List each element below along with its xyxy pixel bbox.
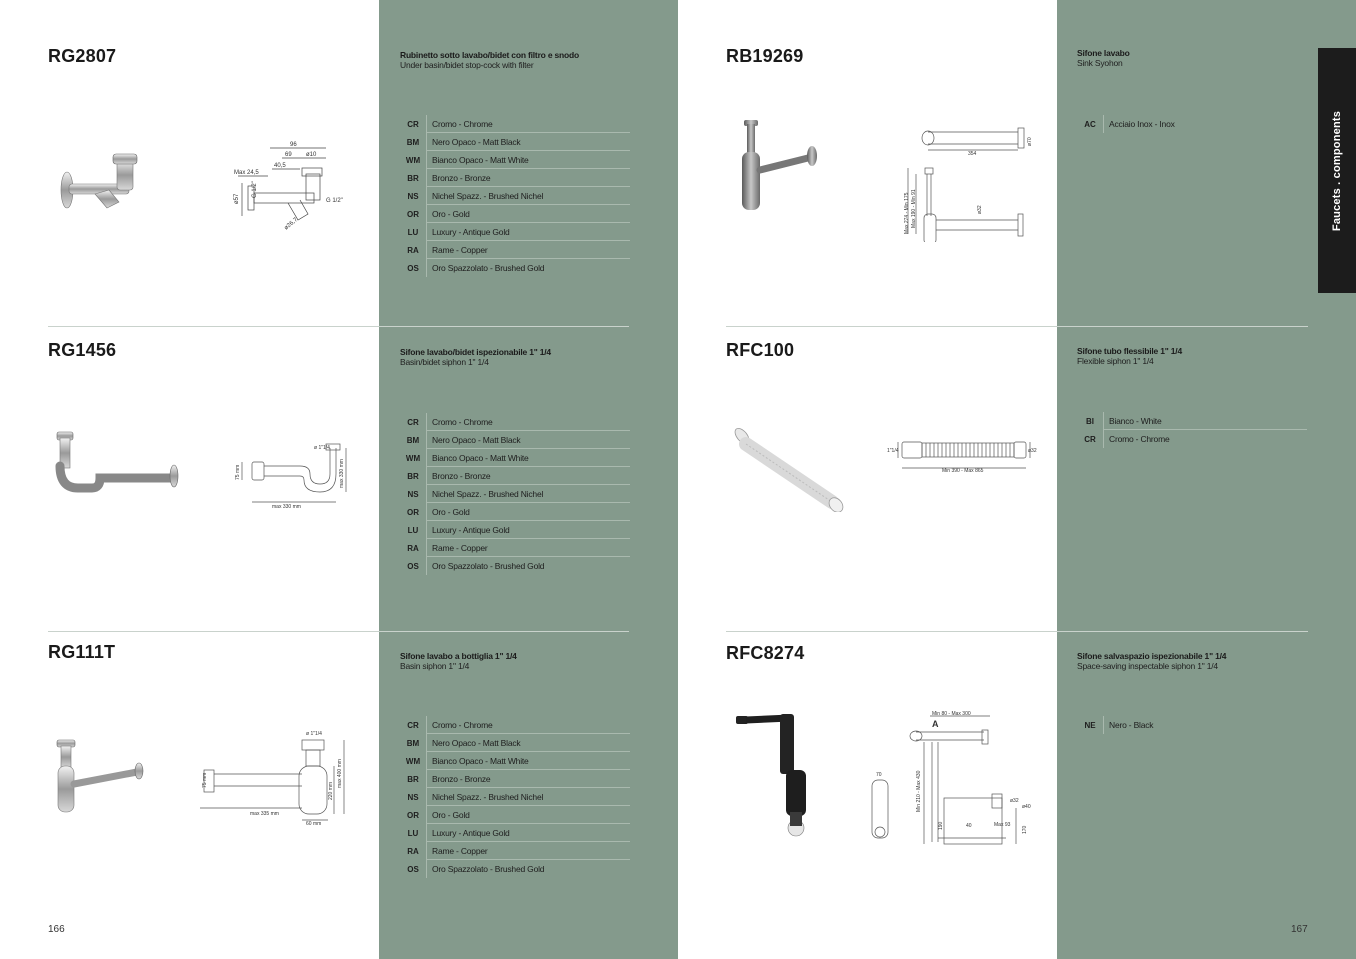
page-number-left: 166 — [48, 924, 65, 935]
product-description — [1077, 48, 1317, 68]
drawing-label: ø70 — [1027, 137, 1033, 146]
page-number-right: 167 — [1291, 924, 1308, 935]
technical-drawing — [866, 706, 1036, 852]
finish-row — [400, 503, 630, 521]
row-divider — [48, 326, 629, 327]
finish-code: WM — [405, 756, 421, 766]
finish-row — [400, 824, 630, 842]
technical-drawing — [230, 440, 350, 512]
product-photo-stop-valve — [55, 150, 155, 210]
drawing-label: Min 210 - Max 430 — [916, 770, 922, 812]
finish-name: Nero Opaco - Matt Black — [432, 738, 521, 748]
drawing-label: 40 — [966, 823, 972, 829]
drawing-label: max 335 mm — [250, 811, 279, 817]
description-english: Flexible siphon 1" 1/4 — [1077, 356, 1154, 366]
finish-name: Nichel Spazz. - Brushed Nichel — [432, 489, 544, 499]
finish-code: NS — [407, 489, 419, 499]
product-code: RG2807 — [48, 46, 117, 66]
drawing-label: G 1/2" — [252, 181, 258, 198]
product-code: RB19269 — [726, 46, 804, 66]
product-description — [1077, 346, 1317, 366]
finish-name: Cromo - Chrome — [432, 417, 493, 427]
drawing-label: Max 93 — [994, 822, 1011, 828]
finish-list — [1077, 716, 1307, 734]
drawing-label: ø 1"1/4 — [314, 445, 330, 451]
finish-name: Oro - Gold — [432, 507, 470, 517]
finish-code: OR — [407, 507, 419, 517]
drawing-label: 1"1/4 — [887, 448, 899, 454]
drawing-label: Max 24,5 — [234, 170, 259, 176]
finish-list — [1077, 412, 1307, 448]
finish-code: OR — [407, 810, 419, 820]
finish-row — [400, 734, 630, 752]
drawing-label: 75 mm — [202, 772, 208, 788]
finish-name: Luxury - Antique Gold — [432, 525, 510, 535]
finish-name: Bianco Opaco - Matt White — [432, 155, 529, 165]
finish-code: BR — [407, 173, 419, 183]
finish-name: Luxury - Antique Gold — [432, 828, 510, 838]
finish-row — [400, 860, 630, 878]
drawing-label: 96 — [290, 142, 297, 148]
finish-name: Cromo - Chrome — [1109, 434, 1170, 444]
drawing-label: ø32 — [977, 205, 983, 214]
finish-row — [400, 752, 630, 770]
finish-code: RA — [407, 543, 419, 553]
product-photo-bottle-trap — [55, 738, 147, 816]
finish-row — [400, 151, 630, 169]
finish-code: CR — [407, 417, 419, 427]
drawing-label: Min 390 - Max 865 — [942, 468, 984, 474]
finish-row — [400, 467, 630, 485]
finish-name: Oro Spazzolato - Brushed Gold — [432, 263, 545, 273]
description-english: Under basin/bidet stop-cock with filter — [400, 60, 534, 70]
finish-code: BM — [406, 137, 420, 147]
drawing-label: 170 — [1022, 825, 1028, 834]
finish-name: Oro - Gold — [432, 810, 470, 820]
finish-row — [400, 115, 630, 133]
finish-list — [400, 716, 630, 878]
product-description — [400, 50, 640, 70]
finish-row — [400, 521, 630, 539]
technical-drawing — [884, 434, 1040, 474]
product-code: RG111T — [48, 642, 116, 662]
description-italian: Rubinetto sotto lavabo/bidet con filtro e snodo — [400, 50, 580, 60]
finish-name: Bianco Opaco - Matt White — [432, 756, 529, 766]
finish-code: WM — [405, 155, 421, 165]
finish-row — [400, 223, 630, 241]
section-side-tab-label: Faucets . components — [1331, 110, 1343, 231]
drawing-label: ø 1"1/4 — [306, 731, 322, 737]
description-english: Space-saving inspectable siphon 1" 1/4 — [1077, 661, 1218, 671]
product-description — [1077, 651, 1317, 671]
finish-code: BI — [1086, 416, 1094, 426]
technical-drawing — [898, 124, 1038, 242]
drawing-label: 75 mm — [235, 464, 241, 480]
drawing-label: ø57 — [234, 193, 240, 204]
finish-name: Rame - Copper — [432, 846, 488, 856]
finish-row — [400, 413, 630, 431]
drawing-label: 354 — [968, 151, 977, 157]
product-photo-p-trap — [52, 430, 182, 495]
drawing-label: max 400 mm — [337, 759, 343, 788]
drawing-label: ø10 — [306, 152, 317, 158]
finish-code: LU — [407, 227, 419, 237]
finish-name: Nichel Spazz. - Brushed Nichel — [432, 792, 544, 802]
technical-drawing — [228, 138, 356, 236]
finish-name: Cromo - Chrome — [432, 119, 493, 129]
finish-row — [400, 770, 630, 788]
row-divider — [726, 326, 1308, 327]
finish-code: WM — [405, 453, 421, 463]
finish-code: LU — [407, 828, 419, 838]
description-italian: Sifone tubo flessibile 1" 1/4 — [1077, 346, 1182, 356]
finish-name: Bronzo - Bronze — [432, 774, 491, 784]
right-spec-panel — [1057, 0, 1356, 959]
finish-name: Luxury - Antique Gold — [432, 227, 510, 237]
finish-row — [1077, 430, 1307, 448]
finish-list — [1077, 115, 1307, 133]
finish-code: BM — [406, 435, 420, 445]
finish-name: Rame - Copper — [432, 543, 488, 553]
finish-code: NS — [407, 191, 419, 201]
finish-row — [400, 788, 630, 806]
description-english: Basin siphon 1" 1/4 — [400, 661, 470, 671]
finish-name: Nichel Spazz. - Brushed Nichel — [432, 191, 544, 201]
finish-code: CR — [1084, 434, 1096, 444]
drawing-label: ø32 — [1028, 448, 1037, 454]
product-description — [400, 347, 640, 367]
finish-name: Oro - Gold — [432, 209, 470, 219]
drawing-label: ø40 — [1022, 804, 1031, 810]
product-photo-flexible-siphon — [732, 426, 848, 512]
finish-code: BR — [407, 471, 419, 481]
finish-name: Bronzo - Bronze — [432, 173, 491, 183]
product-code: RFC8274 — [726, 643, 805, 663]
finish-name: Nero - Black — [1109, 720, 1154, 730]
row-divider — [48, 631, 629, 632]
finish-row — [400, 716, 630, 734]
finish-name: Bronzo - Bronze — [432, 471, 491, 481]
description-english: Basin/bidet siphon 1" 1/4 — [400, 357, 489, 367]
finish-row — [400, 539, 630, 557]
finish-code: RA — [407, 245, 419, 255]
finish-row — [400, 449, 630, 467]
drawing-label: 220 mm — [328, 781, 334, 800]
finish-row — [400, 557, 630, 575]
finish-code: CR — [407, 119, 419, 129]
finish-row — [400, 205, 630, 223]
finish-row — [400, 187, 630, 205]
product-photo-space-saving-siphon — [734, 710, 814, 840]
drawing-label: ø26,7 — [283, 217, 300, 232]
finish-name: Cromo - Chrome — [432, 720, 493, 730]
description-italian: Sifone salvaspazio ispezionabile 1" 1/4 — [1077, 651, 1227, 661]
drawing-label: A — [932, 719, 939, 729]
finish-code: RA — [407, 846, 419, 856]
finish-code: AC — [1084, 119, 1096, 129]
finish-code: BR — [407, 774, 419, 784]
finish-row — [400, 241, 630, 259]
drawing-label: G 1/2" — [326, 198, 343, 204]
finish-row — [400, 169, 630, 187]
drawing-label: 69 — [285, 152, 292, 158]
finish-code: OS — [407, 263, 419, 273]
finish-code: NS — [407, 792, 419, 802]
finish-code: BM — [406, 738, 420, 748]
finish-row — [400, 806, 630, 824]
description-italian: Sifone lavabo — [1077, 48, 1130, 58]
finish-row — [1077, 115, 1307, 133]
product-code: RG1456 — [48, 340, 117, 360]
finish-code: LU — [407, 525, 419, 535]
drawing-label: 60 mm — [306, 821, 322, 827]
drawing-label: max 330 mm — [339, 459, 345, 488]
drawing-label: ø32 — [1010, 798, 1019, 804]
finish-code: CR — [407, 720, 419, 730]
product-photo-sink-siphon — [738, 118, 824, 214]
row-divider — [726, 631, 1308, 632]
finish-name: Acciaio Inox - Inox — [1109, 119, 1175, 129]
technical-drawing — [198, 726, 353, 828]
drawing-label: 70 — [876, 772, 882, 778]
finish-code: OS — [407, 864, 419, 874]
drawing-label: max 330 mm — [272, 504, 301, 510]
finish-code: NE — [1084, 720, 1096, 730]
finish-list — [400, 413, 630, 575]
finish-name: Bianco Opaco - Matt White — [432, 453, 529, 463]
drawing-label: Max 190 - Min 91 — [911, 189, 917, 228]
finish-row — [400, 485, 630, 503]
finish-code: OS — [407, 561, 419, 571]
finish-row — [400, 842, 630, 860]
finish-name: Oro Spazzolato - Brushed Gold — [432, 561, 545, 571]
finish-name: Oro Spazzolato - Brushed Gold — [432, 864, 545, 874]
drawing-label: 190 — [938, 821, 944, 830]
description-english: Sink Syohon — [1077, 58, 1123, 68]
description-italian: Sifone lavabo a bottiglia 1" 1/4 — [400, 651, 517, 661]
description-italian: Sifone lavabo/bidet ispezionabile 1" 1/4 — [400, 347, 551, 357]
product-code: RFC100 — [726, 340, 795, 360]
finish-row — [400, 431, 630, 449]
finish-row — [400, 259, 630, 277]
finish-name: Bianco - White — [1109, 416, 1162, 426]
drawing-label: Min 80 - Max 300 — [932, 711, 971, 717]
finish-name: Rame - Copper — [432, 245, 488, 255]
section-side-tab[interactable] — [1318, 48, 1356, 293]
product-description — [400, 651, 640, 671]
finish-row — [1077, 412, 1307, 430]
drawing-label: Max 274 - Min 175 — [904, 192, 910, 234]
finish-name: Nero Opaco - Matt Black — [432, 137, 521, 147]
finish-row — [1077, 716, 1307, 734]
finish-row — [400, 133, 630, 151]
finish-list — [400, 115, 630, 277]
finish-code: OR — [407, 209, 419, 219]
finish-name: Nero Opaco - Matt Black — [432, 435, 521, 445]
drawing-label: 40,5 — [274, 163, 286, 169]
